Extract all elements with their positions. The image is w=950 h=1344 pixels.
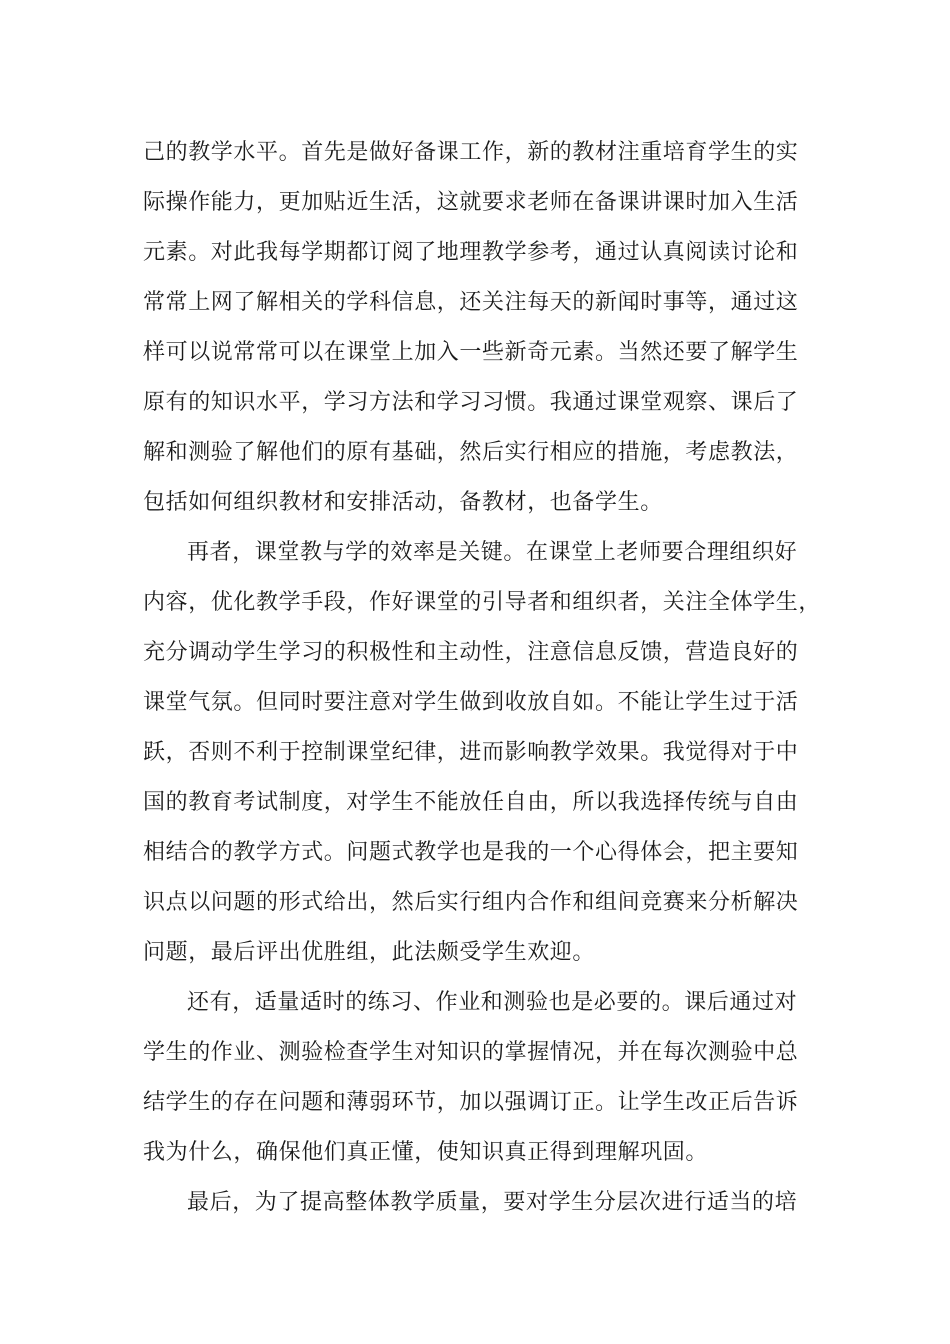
text-line: 际操作能力，更加贴近生活，这就要求老师在备课讲课时加入生活 <box>143 190 799 215</box>
text-line: 我为什么，确保他们真正懂，使知识真正得到理解巩固。 <box>143 1140 709 1165</box>
text-line: 解和测验了解他们的原有基础，然后实行相应的措施，考虑教法， <box>143 440 799 465</box>
text-line: 己的教学水平。首先是做好备课工作，新的教材注重培育学生的实 <box>143 140 799 165</box>
text-line: 结学生的存在问题和薄弱环节，加以强调订正。让学生改正后告诉 <box>143 1090 799 1115</box>
text-line: 包括如何组织教材和安排活动，备教材，也备学生。 <box>143 490 663 515</box>
document-body <box>143 128 822 1228</box>
text-line: 充分调动学生学习的积极性和主动性，注意信息反馈，营造良好的 <box>143 640 799 665</box>
text-line: 样可以说常常可以在课堂上加入一些新奇元素。当然还要了解学生 <box>143 340 799 365</box>
text-line: 国的教育考试制度，对学生不能放任自由，所以我选择传统与自由 <box>143 790 799 815</box>
text-line: 跃，否则不利于控制课堂纪律，进而影响教学效果。我觉得对于中 <box>143 740 799 765</box>
text-line: 课堂气氛。但同时要注意对学生做到收放自如。不能让学生过于活 <box>143 690 799 715</box>
text-line: 常常上网了解相关的学科信息，还关注每天的新闻时事等，通过这 <box>143 290 799 315</box>
text-line: 问题，最后评出优胜组，此法颇受学生欢迎。 <box>143 940 596 965</box>
text-line: 相结合的教学方式。问题式教学也是我的一个心得体会，把主要知 <box>143 840 799 865</box>
text-line: 内容，优化教学手段，作好课堂的引导者和组织者，关注全体学生， <box>143 590 822 615</box>
text-line: 识点以问题的形式给出，然后实行组内合作和组间竞赛来分析解决 <box>143 890 799 915</box>
text-line: 原有的知识水平，学习方法和学习习惯。我通过课堂观察、课后了 <box>143 390 799 415</box>
text-line: 元素。对此我每学期都订阅了地理教学参考，通过认真阅读讨论和 <box>143 240 799 265</box>
paragraph-first-line: 再者，课堂教与学的效率是关键。在课堂上老师要合理组织好 <box>187 540 798 565</box>
paragraph-first-line: 最后，为了提高整体教学质量，要对学生分层次进行适当的培 <box>187 1190 798 1215</box>
paragraph-first-line: 还有，适量适时的练习、作业和测验也是必要的。课后通过对 <box>187 990 798 1015</box>
text-line: 学生的作业、测验检查学生对知识的掌握情况，并在每次测验中总 <box>143 1040 799 1065</box>
